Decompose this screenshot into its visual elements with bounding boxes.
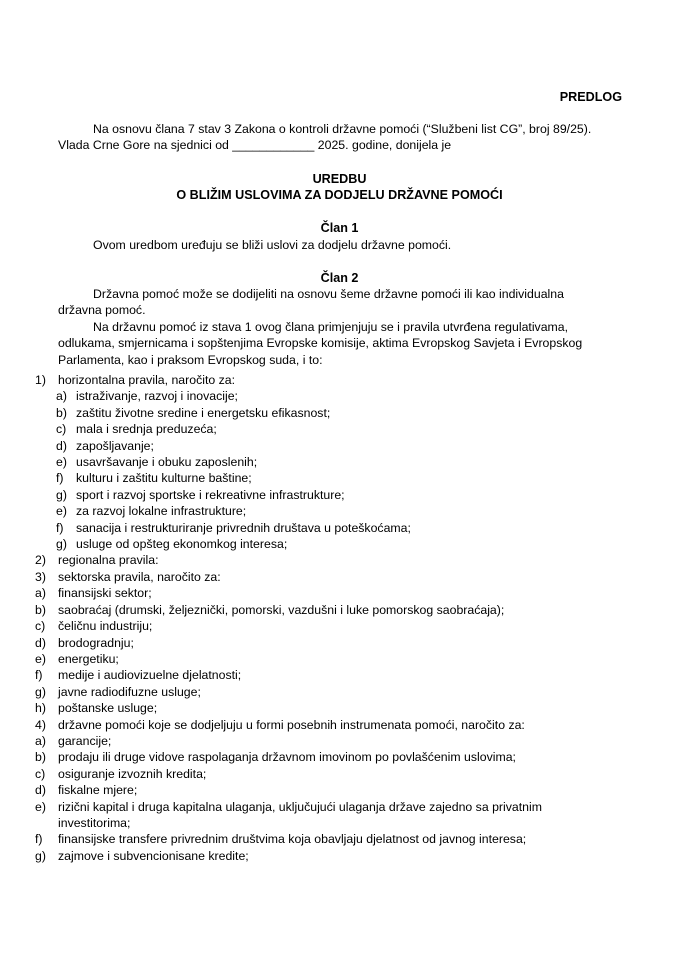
sub-list-marker: f) [35, 668, 43, 683]
sub-list-text: istraživanje, razvoj i inovacije; [76, 389, 238, 404]
article-1-body [58, 237, 638, 253]
sub-list-marker: g) [35, 684, 46, 699]
article-1-heading: Član 1 [320, 221, 359, 235]
sub-list-item [35, 470, 645, 486]
list-item [35, 372, 645, 388]
sub-list-marker: h) [35, 701, 46, 716]
sub-list-item [35, 848, 645, 864]
sub-list-item [35, 667, 645, 683]
sub-list-text: medije i audiovizuelne djelatnosti; [58, 668, 242, 683]
sub-list-marker: b) [35, 602, 46, 617]
sub-list-text: mala i srednja preduzeća; [76, 422, 217, 437]
sub-list-text: garancije; [58, 733, 112, 748]
sub-list-item [35, 602, 645, 618]
sub-list-item [35, 421, 645, 437]
sub-list-item [35, 503, 645, 519]
list-item [35, 569, 645, 585]
sub-list-marker: a) [56, 389, 67, 404]
list-text: državne pomoći koje se dodjeljuju u formi posebnih instrumenata pomoći, naročito za: [58, 717, 525, 732]
sub-list-item [35, 799, 645, 832]
list-marker: 4) [35, 717, 46, 732]
list-marker: 3) [35, 569, 46, 584]
sub-list-item [35, 405, 645, 421]
article-2-para-1-line-1: Državna pomoć može se dodijeliti na osnovu šeme državne pomoći ili kao individualna [93, 287, 564, 301]
sub-list-item [35, 487, 645, 503]
sub-list-marker: d) [56, 438, 67, 453]
sub-list-marker: d) [35, 635, 46, 650]
article-2-heading: Član 2 [320, 271, 359, 285]
sub-list-marker: b) [35, 750, 46, 765]
list-text: horizontalna pravila, naročito za: [58, 373, 236, 387]
document-title: UREDBU [312, 172, 367, 186]
article-2-body [58, 286, 638, 368]
preamble-line-1: Na osnovu člana 7 stav 3 Zakona o kontroli državne pomoći (“Službeni list CG”, broj 89/25). [93, 122, 592, 136]
list-item [35, 552, 645, 568]
article-1-text: Ovom uredbom uređuju se bliži uslovi za dodjelu državne pomoći. [93, 238, 452, 252]
list-marker: 2) [35, 553, 46, 568]
sub-list-text: usavršavanje i obuku zaposlenih; [76, 455, 258, 470]
sub-list-item [35, 536, 645, 552]
sub-list-marker: c) [56, 422, 67, 437]
article-2-para-2-line-3: Parlamenta, kao i praksom Evropskog suda, i to: [58, 352, 323, 367]
sub-list-item [35, 651, 645, 667]
list-item [35, 717, 645, 733]
sub-list-text: za razvoj lokalne infrastrukture; [76, 504, 247, 519]
sub-list-marker: e) [35, 651, 46, 666]
sub-list-marker: a) [35, 733, 46, 748]
sub-list-item [35, 700, 645, 716]
sub-list-text-line-2: investitorima; [58, 815, 131, 830]
sub-list-item [35, 782, 645, 798]
list-text: sektorska pravila, naročito za: [58, 569, 221, 584]
sub-list-text: kulturu i zaštitu kulturne baštine; [76, 471, 252, 486]
sub-list-marker: e) [35, 799, 46, 814]
sub-list-text: brodogradnju; [58, 635, 134, 650]
sub-list-text: poštanske usluge; [58, 701, 158, 716]
sub-list-marker: f) [56, 471, 64, 486]
sub-list-marker: f) [35, 832, 43, 847]
sub-list-item [35, 635, 645, 651]
sub-list-text: javne radiodifuzne usluge; [58, 684, 201, 699]
sub-list-marker: d) [35, 783, 46, 798]
sub-list-marker: c) [35, 766, 46, 781]
sub-list-marker: e) [56, 504, 67, 519]
sub-list-text: saobraćaj (drumski, željeznički, pomorski, vazdušni i luke pomorskog saobraćaja); [58, 602, 505, 617]
sub-list-item [35, 618, 645, 634]
sub-list-text: finansijski sektor; [58, 586, 152, 601]
sub-list-text [58, 799, 645, 832]
sub-list-text: zapošljavanje; [76, 438, 154, 453]
article-2-para-2-line-2: odlukama, smjernicama i sopštenjima Evropske komisije, aktima Evropskog Savjeta i Evropskog [58, 336, 583, 351]
sub-list-marker: e) [56, 455, 67, 470]
sub-list-text: finansijske transfere privrednim društvima koja obavljaju djelatnost od javnog interesa; [58, 832, 527, 847]
sub-list-text-line-1: rizični kapital i druga kapitalna ulaganja, uključujući ulaganja države zajedno sa privatnim [58, 799, 542, 814]
sub-list-item [35, 733, 645, 749]
list-marker: 1) [35, 373, 46, 387]
sub-list-item [35, 388, 645, 404]
sub-list-item [35, 749, 645, 765]
sub-list-text: sanacija i restrukturiranje privrednih društava u poteškoćama; [76, 520, 411, 535]
sub-list-marker: b) [56, 405, 67, 420]
sub-list-item [35, 520, 645, 536]
article-2-list [35, 372, 645, 864]
sub-list-item [35, 766, 645, 782]
sub-list-marker: g) [56, 537, 67, 552]
sub-list-text: prodaju ili druge vidove raspolaganja državnom imovinom po povlašćenim uslovima; [58, 750, 516, 765]
sub-list-text: čeličnu industriju; [58, 619, 153, 634]
sub-list-item [35, 831, 645, 847]
list-text: regionalna pravila: [58, 553, 159, 568]
sub-list-text: zajmove i subvencionisane kredite; [58, 848, 249, 863]
sub-list-text: osiguranje izvoznih kredita; [58, 766, 207, 781]
preamble-line-2: Vlada Crne Gore na sjednici od ____________ 2025. godine, donijela je [58, 138, 452, 153]
sub-list-text: energetiku; [58, 651, 119, 666]
article-2-para-2-line-1: Na državnu pomoć iz stava 1 ovog člana primjenjuju se i pravila utvrđena regulativama, [93, 319, 569, 334]
document-subtitle: O BLIŽIM USLOVIMA ZA DODJELU DRŽAVNE POMOĆI [176, 188, 503, 202]
sub-list-item [35, 684, 645, 700]
sub-list-item [35, 454, 645, 470]
proposal-label: PREDLOG [559, 90, 622, 104]
sub-list-text: zaštitu životne sredine i energetsku efikasnost; [76, 405, 331, 420]
sub-list-marker: a) [35, 586, 46, 601]
sub-list-marker: g) [35, 848, 46, 863]
sub-list-marker: f) [56, 520, 64, 535]
sub-list-text: sport i razvoj sportske i rekreativne infrastrukture; [76, 487, 345, 502]
sub-list-marker: c) [35, 619, 46, 634]
sub-list-text: usluge od opšteg ekonomkog interesa; [76, 537, 288, 552]
preamble [58, 121, 638, 154]
sub-list-item [35, 585, 645, 601]
article-2-para-1-line-2: državna pomoć. [58, 303, 146, 318]
sub-list-marker: g) [56, 487, 67, 502]
sub-list-item [35, 438, 645, 454]
sub-list-text: fiskalne mjere; [58, 783, 138, 798]
